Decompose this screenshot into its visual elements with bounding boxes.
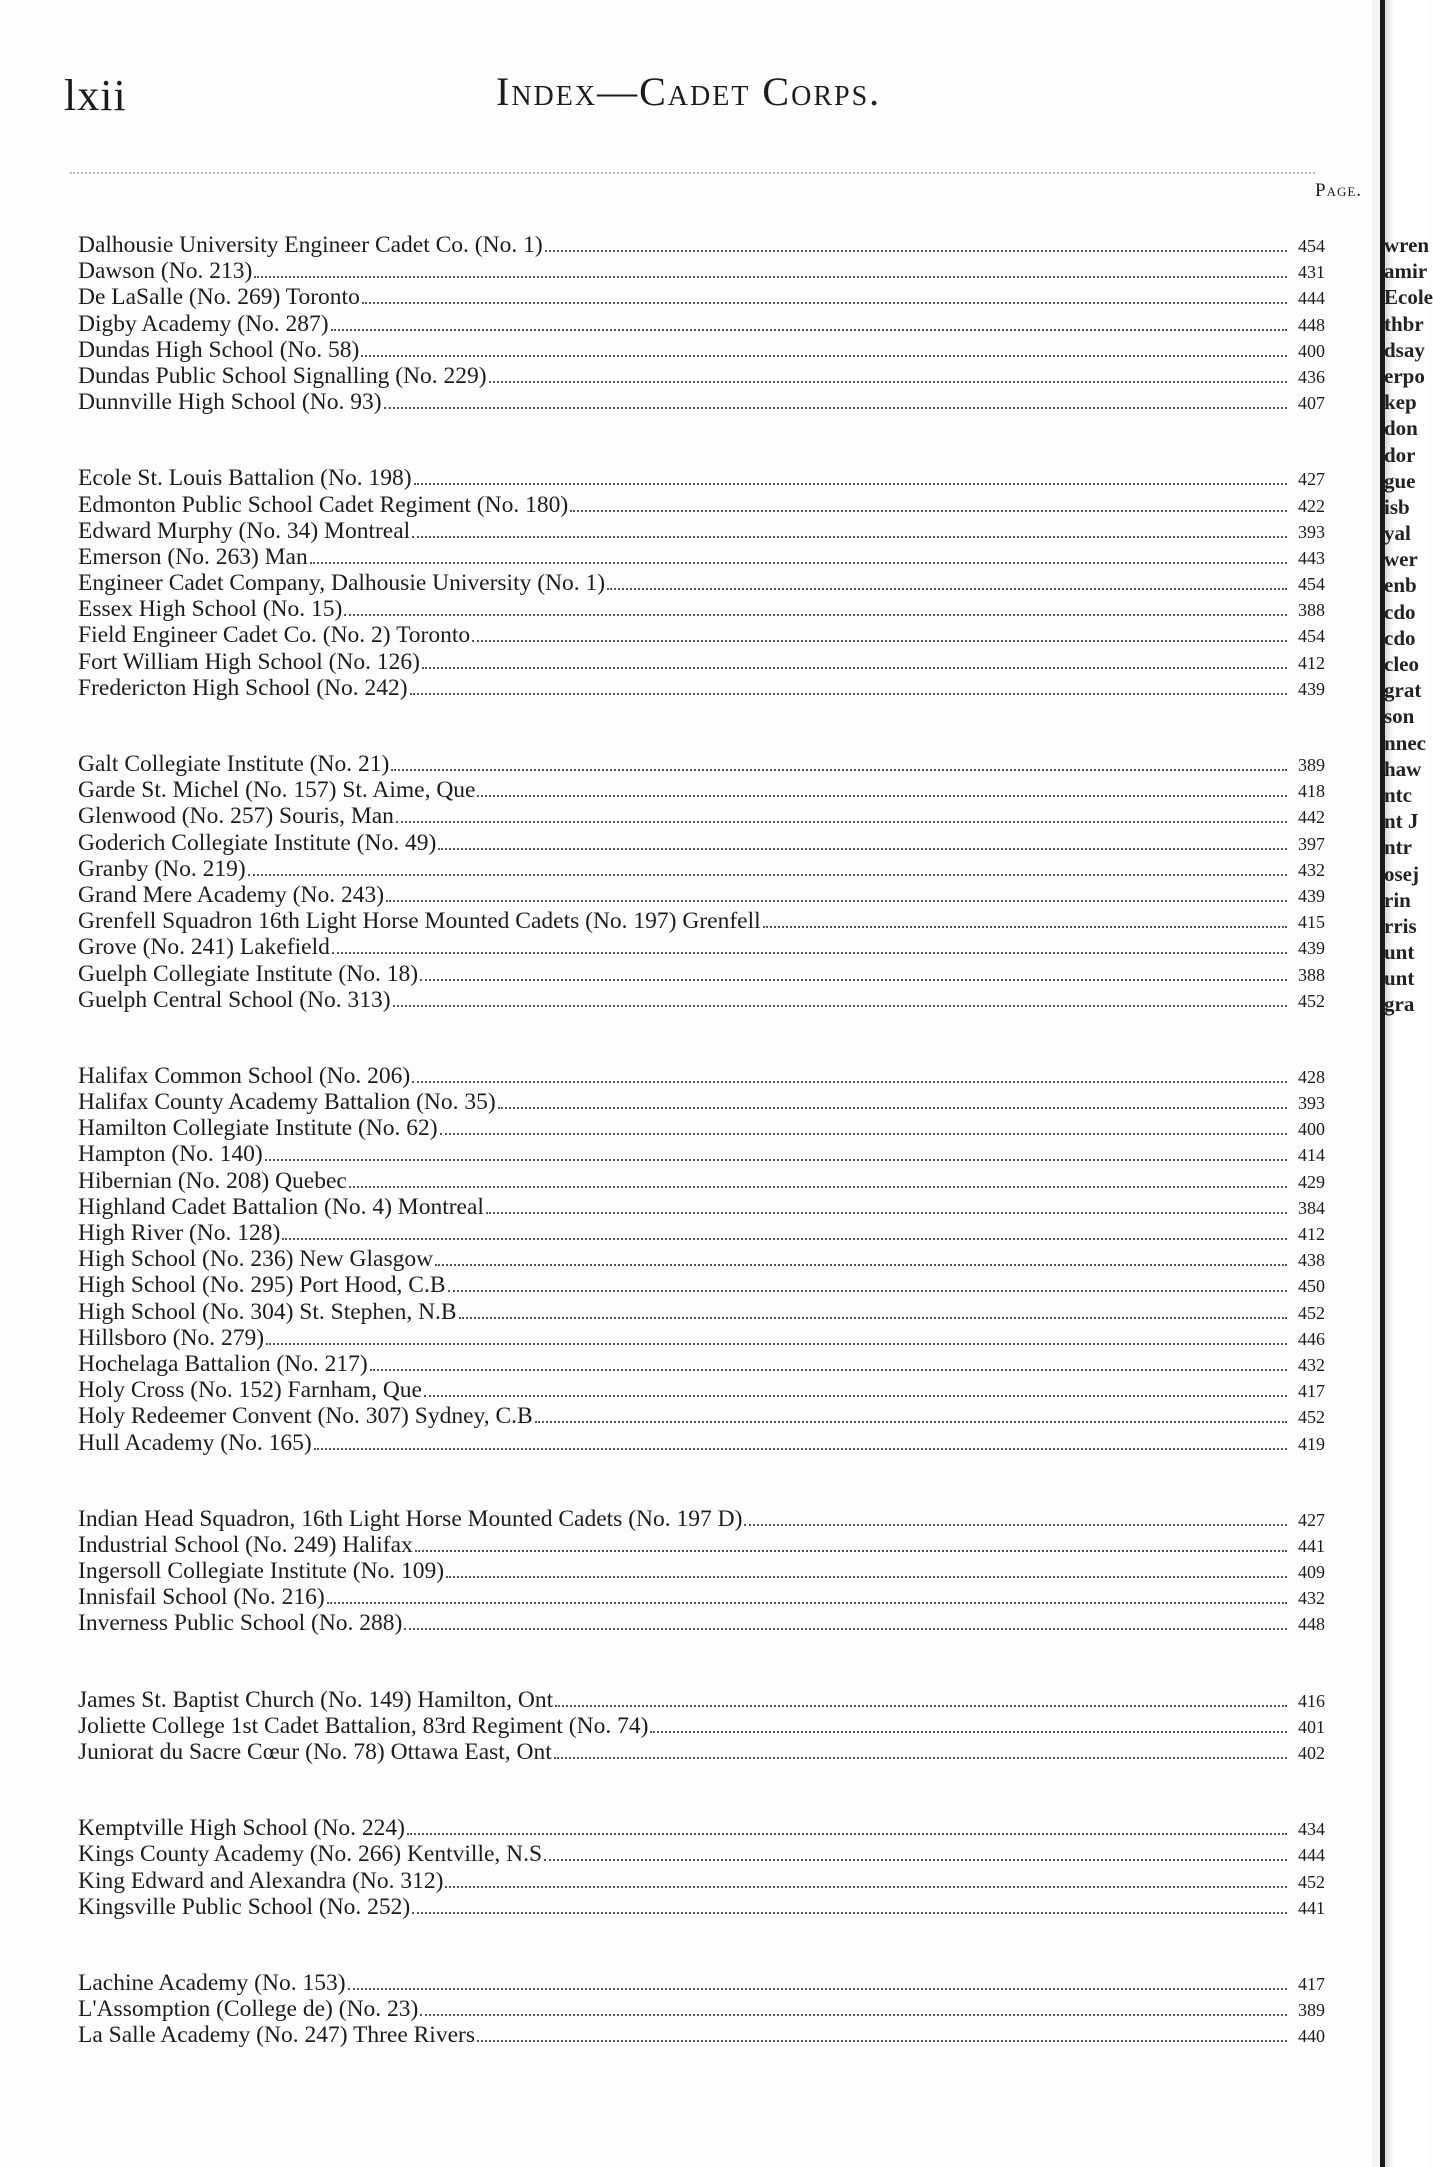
index-entry <box>78 1532 1325 1558</box>
dot-leader <box>331 326 1287 331</box>
dot-leader <box>472 637 1287 642</box>
index-entry <box>78 1063 1325 1089</box>
entry-page-number: 393 <box>1298 1093 1325 1114</box>
dot-leader <box>391 766 1287 771</box>
entry-label: Hibernian (No. 208) Quebec <box>78 1167 347 1194</box>
entry-label: Juniorat du Sacre Cœur (No. 78) Ottawa East, Ont <box>78 1739 552 1765</box>
index-entry <box>78 1739 1325 1765</box>
adjacent-page-fragment: don <box>1384 416 1418 441</box>
entry-label: Guelph Collegiate Institute (No. 18) <box>78 960 419 987</box>
dot-leader <box>407 1830 1287 1835</box>
entry-page-number: 418 <box>1298 781 1325 802</box>
adjacent-page-fragment: dor <box>1384 442 1416 467</box>
index-entry <box>78 1272 1325 1298</box>
index-entry <box>78 1713 1325 1739</box>
entry-page-number: 400 <box>1298 340 1325 361</box>
entry-label: High School (No. 304) St. Stephen, N.B <box>78 1298 457 1325</box>
entry-label: High School (No. 295) Port Hood, C.B <box>78 1272 446 1299</box>
dot-leader <box>763 923 1287 928</box>
entry-label: Hamilton Collegiate Institute (No. 62) <box>78 1115 438 1142</box>
index-entry <box>78 1687 1325 1713</box>
index-entry <box>78 258 1325 284</box>
dot-leader <box>438 845 1287 850</box>
index-entry <box>78 1558 1325 1584</box>
entry-page-number: 416 <box>1298 1690 1325 1711</box>
adjacent-page-fragment: Ecole <box>1384 285 1433 310</box>
dot-leader <box>362 299 1287 304</box>
entry-page-number: 417 <box>1298 1973 1325 1994</box>
dot-leader <box>544 1856 1287 1861</box>
adjacent-page-fragment: gue <box>1384 468 1416 493</box>
index-list <box>78 232 1325 2049</box>
entry-page-number: 448 <box>1298 314 1325 335</box>
entry-page-number: 443 <box>1298 547 1325 568</box>
adjacent-page-fragment: ntr <box>1384 835 1412 860</box>
adjacent-page-fragment: wer <box>1384 547 1418 572</box>
index-entry <box>78 622 1325 648</box>
adjacent-page-fragment: isb <box>1384 494 1410 519</box>
dot-leader <box>498 1104 1287 1109</box>
adjacent-page-fragment: gra <box>1384 992 1415 1017</box>
entry-page-number: 444 <box>1298 288 1325 309</box>
index-entry <box>78 1351 1325 1377</box>
entry-page-number: 428 <box>1298 1066 1325 1087</box>
dot-leader <box>282 1235 1287 1240</box>
entry-label: Grove (No. 241) Lakefield <box>78 934 330 961</box>
adjacent-page-fragment: dsay <box>1384 337 1425 362</box>
dot-leader <box>435 1261 1287 1266</box>
entry-label: Joliette College 1st Cadet Battalion, 83rd Regiment (No. 74) <box>78 1712 649 1739</box>
adjacent-page-fragment: enb <box>1384 573 1417 598</box>
entry-page-number: 442 <box>1298 807 1325 828</box>
dot-leader <box>545 247 1287 252</box>
dot-leader <box>361 352 1287 357</box>
entry-label: Fredericton High School (No. 242) <box>78 674 408 701</box>
entry-page-number: 440 <box>1298 2026 1325 2047</box>
dot-leader <box>486 1209 1287 1214</box>
entry-page-number: 414 <box>1298 1145 1325 1166</box>
dot-leader <box>332 949 1287 954</box>
index-entry <box>78 1141 1325 1167</box>
entry-label: Emerson (No. 263) Man <box>78 543 308 570</box>
dot-leader <box>310 559 1287 564</box>
entry-label: Kemptville High School (No. 224) <box>78 1815 406 1842</box>
entry-page-number: 401 <box>1298 1716 1325 1737</box>
entry-label: Garde St. Michel (No. 157) St. Aime, Que <box>78 777 476 804</box>
entry-page-number: 402 <box>1298 1743 1325 1763</box>
entry-page-number: 397 <box>1298 833 1325 854</box>
entry-label: Engineer Cadet Company, Dalhousie University (No. 1) <box>78 570 606 597</box>
index-entry <box>78 544 1325 570</box>
entry-label: Dunnville High School (No. 93) <box>78 389 382 416</box>
index-entry <box>78 570 1325 596</box>
entry-label: Kings County Academy (No. 266) Kentville, N.S <box>78 1841 543 1868</box>
entry-label: Field Engineer Cadet Co. (No. 2) Toronto <box>78 622 471 649</box>
entry-page-number: 388 <box>1298 964 1325 985</box>
entry-label: Dalhousie University Engineer Cadet Co. (No. 1) <box>78 232 543 258</box>
dot-leader <box>327 1599 1287 1604</box>
entry-label: Ecole St. Louis Battalion (No. 198) <box>78 465 412 492</box>
adjacent-page-fragment: son <box>1384 704 1415 729</box>
entry-page-number: 450 <box>1298 1276 1325 1297</box>
dot-leader <box>265 1156 1287 1161</box>
entry-page-number: 439 <box>1298 938 1325 959</box>
entry-label: James St. Baptist Church (No. 149) Hamilton, Ont <box>78 1686 554 1713</box>
index-entry <box>78 1610 1325 1636</box>
adjacent-page-fragment: nnec <box>1384 730 1426 755</box>
dot-leader <box>477 792 1287 797</box>
index-entry <box>78 751 1325 777</box>
dot-leader <box>412 533 1287 538</box>
index-entry <box>78 1868 1325 1894</box>
dot-leader <box>386 897 1287 902</box>
dot-leader <box>414 480 1287 485</box>
adjacent-page-fragment: kep <box>1384 390 1417 415</box>
page-title: Index—Cadet Corps. <box>496 69 882 114</box>
dot-leader <box>440 1130 1287 1135</box>
index-entry <box>78 1506 1325 1532</box>
dot-leader <box>477 2037 1287 2042</box>
index-entry <box>78 596 1325 622</box>
entry-label: Hampton (No. 140) <box>78 1141 263 1168</box>
dot-leader <box>314 1445 1287 1450</box>
index-entry <box>78 882 1325 908</box>
adjacent-page-fragment: rin <box>1384 887 1411 912</box>
entry-label: L'Assomption (College de) (No. 23) <box>78 1996 419 2023</box>
entry-page-number: 439 <box>1298 885 1325 906</box>
index-entry <box>78 908 1325 934</box>
dot-leader <box>370 1366 1287 1371</box>
entry-page-number: 452 <box>1298 1871 1325 1892</box>
entry-page-number: 393 <box>1298 521 1325 542</box>
index-entry <box>78 987 1325 1013</box>
entry-page-number: 452 <box>1298 1407 1325 1428</box>
adjacent-page-fragment: cleo <box>1384 652 1419 676</box>
dot-leader <box>424 1392 1287 1397</box>
index-entry <box>78 1970 1325 1996</box>
index-entry <box>78 1089 1325 1115</box>
entry-page-number: 448 <box>1298 1614 1325 1635</box>
entry-label: Fort William High School (No. 126) <box>78 648 420 675</box>
entry-label: High School (No. 236) New Glasgow <box>78 1246 434 1273</box>
adjacent-page-fragment: thbr <box>1384 311 1424 336</box>
dot-leader <box>555 1702 1287 1707</box>
entry-label: Innisfail School (No. 216) <box>78 1584 325 1611</box>
index-entry <box>78 961 1325 987</box>
entry-page-number: 439 <box>1298 678 1325 699</box>
adjacent-page-fragment: haw <box>1384 756 1422 781</box>
entry-label: Guelph Central School (No. 313) <box>78 986 391 1013</box>
entry-page-number: 446 <box>1298 1328 1325 1349</box>
entry-label: Ingersoll Collegiate Institute (No. 109) <box>78 1558 445 1585</box>
index-entry <box>78 1299 1325 1325</box>
entry-page-number: 427 <box>1298 1509 1325 1530</box>
adjacent-page-fragment: amir <box>1384 259 1428 284</box>
entry-label: Holy Cross (No. 152) Farnham, Que <box>78 1377 422 1404</box>
entry-page-number: 412 <box>1298 1224 1325 1244</box>
dot-leader <box>266 1340 1287 1345</box>
adjacent-page-fragment: cdo <box>1384 625 1416 650</box>
entry-label: Highland Cadet Battalion (No. 4) Montreal <box>78 1193 484 1220</box>
index-entry <box>78 1403 1325 1429</box>
index-entry <box>78 856 1325 882</box>
index-entry <box>78 1168 1325 1194</box>
entry-label: Kingsville Public School (No. 252) <box>78 1893 411 1920</box>
dot-leader <box>254 273 1287 278</box>
index-entry <box>78 777 1325 803</box>
dot-leader <box>446 1573 1287 1578</box>
dot-leader <box>650 1728 1287 1733</box>
dot-leader <box>384 404 1287 409</box>
entry-page-number: 412 <box>1298 652 1325 673</box>
dot-leader <box>422 664 1287 669</box>
dot-leader <box>570 507 1287 512</box>
entry-page-number: 389 <box>1298 755 1325 775</box>
header-rule <box>70 172 1315 174</box>
adjacent-page-fragment: ntc <box>1384 782 1412 807</box>
index-entry <box>78 492 1325 518</box>
index-entry <box>78 649 1325 675</box>
dot-leader <box>420 2011 1287 2016</box>
index-entry <box>78 1894 1325 1920</box>
index-entry <box>78 337 1325 363</box>
entry-page-number: 441 <box>1298 1535 1325 1556</box>
index-entry <box>78 284 1325 310</box>
index-entry <box>78 1996 1325 2022</box>
dot-leader <box>412 1909 1287 1914</box>
adjacent-page-fragment: osej <box>1384 861 1419 886</box>
entry-label: High River (No. 128) <box>78 1220 281 1246</box>
entry-page-number: 409 <box>1298 1562 1325 1583</box>
adjacent-page-bleed <box>1384 232 1433 1018</box>
entry-label: Dundas High School (No. 58) <box>78 336 360 363</box>
entry-page-number: 431 <box>1298 262 1325 283</box>
entry-label: Hillsboro (No. 279) <box>78 1324 265 1351</box>
entry-label: Galt Collegiate Institute (No. 21) <box>78 751 390 777</box>
entry-label: Lachine Academy (No. 153) <box>78 1969 346 1996</box>
entry-label: Inverness Public School (No. 288) <box>78 1610 403 1637</box>
dot-leader <box>445 1883 1287 1888</box>
index-entry <box>78 1194 1325 1220</box>
entry-page-number: 415 <box>1298 912 1325 933</box>
entry-label: Essex High School (No. 15) <box>78 596 343 623</box>
entry-page-number: 452 <box>1298 1302 1325 1323</box>
entry-label: Dundas Public School Signalling (No. 229) <box>78 362 487 389</box>
entry-page-number: 432 <box>1298 1588 1325 1609</box>
entry-label: Industrial School (No. 249) Halifax <box>78 1531 413 1558</box>
entry-page-number: 432 <box>1298 859 1325 880</box>
entry-page-number: 427 <box>1298 469 1325 490</box>
entry-page-number: 452 <box>1298 990 1325 1011</box>
dot-leader <box>415 1547 1287 1552</box>
entry-page-number: 389 <box>1298 2000 1325 2021</box>
dot-leader <box>412 1078 1287 1083</box>
entry-page-number: 429 <box>1298 1171 1325 1192</box>
index-entry <box>78 803 1325 829</box>
entry-label: De LaSalle (No. 269) Toronto <box>78 284 360 311</box>
entry-label: Glenwood (No. 257) Souris, Man <box>78 803 394 830</box>
entry-page-number: 407 <box>1298 393 1325 414</box>
entry-page-number: 436 <box>1298 366 1325 387</box>
page-column-heading: Page. <box>1315 180 1363 201</box>
index-entry <box>78 311 1325 337</box>
entry-label: Goderich Collegiate Institute (No. 49) <box>78 829 437 856</box>
index-entry <box>78 1430 1325 1456</box>
entry-label: Indian Head Squadron, 16th Light Horse Mounted Cadets (No. 197 D) <box>78 1505 743 1532</box>
dot-leader <box>489 378 1287 383</box>
entry-label: Edmonton Public School Cadet Regiment (No. 180) <box>78 491 569 518</box>
entry-page-number: 454 <box>1298 236 1325 256</box>
page-number: lxii <box>64 71 127 120</box>
entry-label: King Edward and Alexandra (No. 312) <box>78 1867 444 1894</box>
dot-leader <box>420 976 1287 981</box>
entry-label: Hull Academy (No. 165) <box>78 1429 312 1456</box>
dot-leader <box>448 1287 1287 1292</box>
adjacent-page-fragment: cdo <box>1384 599 1416 624</box>
entry-page-number: 419 <box>1298 1433 1325 1454</box>
dot-leader <box>607 585 1287 590</box>
entry-page-number: 422 <box>1298 495 1325 516</box>
dot-leader <box>349 1183 1287 1188</box>
index-entry <box>78 934 1325 960</box>
index-entry <box>78 389 1325 415</box>
index-entry <box>78 1841 1325 1867</box>
entry-page-number: 454 <box>1298 626 1325 647</box>
adjacent-page-fragment: unt <box>1384 940 1415 965</box>
adjacent-page-fragment: grat <box>1384 678 1422 703</box>
dot-leader <box>344 611 1287 616</box>
dot-leader <box>410 690 1287 695</box>
index-entry <box>78 1325 1325 1351</box>
entry-label: Granby (No. 219) <box>78 855 246 882</box>
adjacent-page-fragment: yal <box>1384 521 1411 546</box>
entry-page-number: 388 <box>1298 600 1325 621</box>
entry-page-number: 417 <box>1298 1381 1325 1402</box>
entry-label: La Salle Academy (No. 247) Three Rivers <box>78 2022 475 2049</box>
dot-leader <box>404 1625 1287 1630</box>
entry-page-number: 434 <box>1298 1819 1325 1840</box>
entry-page-number: 454 <box>1298 574 1325 595</box>
dot-leader <box>459 1314 1287 1319</box>
dot-leader <box>535 1418 1287 1423</box>
entry-page-number: 432 <box>1298 1354 1325 1375</box>
dot-leader <box>393 1002 1287 1007</box>
adjacent-page-fragment: rris <box>1384 913 1417 938</box>
index-entry <box>78 1115 1325 1141</box>
index-entry <box>78 232 1325 258</box>
dot-leader <box>554 1754 1287 1759</box>
index-entry <box>78 830 1325 856</box>
entry-page-number: 438 <box>1298 1250 1325 1271</box>
entry-page-number: 400 <box>1298 1119 1325 1140</box>
entry-label: Digby Academy (No. 287) <box>78 310 329 337</box>
entry-label: Halifax County Academy Battalion (No. 35) <box>78 1089 496 1116</box>
index-entry <box>78 675 1325 701</box>
entry-label: Halifax Common School (No. 206) <box>78 1062 411 1089</box>
entry-label: Grand Mere Academy (No. 243) <box>78 881 385 908</box>
dot-leader <box>248 871 1287 876</box>
index-entry <box>78 1815 1325 1841</box>
index-entry <box>78 1220 1325 1246</box>
index-entry <box>78 518 1325 544</box>
entry-label: Dawson (No. 213) <box>78 258 253 285</box>
index-entry <box>78 2022 1325 2048</box>
entry-label: Hochelaga Battalion (No. 217) <box>78 1350 368 1377</box>
index-entry <box>78 1584 1325 1610</box>
dot-leader <box>396 818 1287 823</box>
entry-page-number: 384 <box>1298 1197 1325 1218</box>
entry-label: Edward Murphy (No. 34) Montreal <box>78 517 411 544</box>
entry-page-number: 441 <box>1298 1897 1325 1918</box>
adjacent-page-fragment: wren <box>1384 233 1430 257</box>
index-entry <box>78 1246 1325 1272</box>
dot-leader <box>744 1521 1287 1526</box>
index-entry <box>78 1377 1325 1403</box>
entry-page-number: 444 <box>1298 1845 1325 1866</box>
adjacent-page-fragment: unt <box>1384 966 1415 991</box>
adjacent-page-fragment: erpo <box>1384 363 1425 388</box>
adjacent-page-fragment: nt J <box>1384 809 1419 834</box>
entry-label: Holy Redeemer Convent (No. 307) Sydney, C.B <box>78 1403 533 1430</box>
entry-label: Grenfell Squadron 16th Light Horse Mounted Cadets (No. 197) Grenfell <box>78 908 761 935</box>
index-entry <box>78 363 1325 389</box>
index-entry <box>78 465 1325 491</box>
dot-leader <box>348 1985 1287 1990</box>
